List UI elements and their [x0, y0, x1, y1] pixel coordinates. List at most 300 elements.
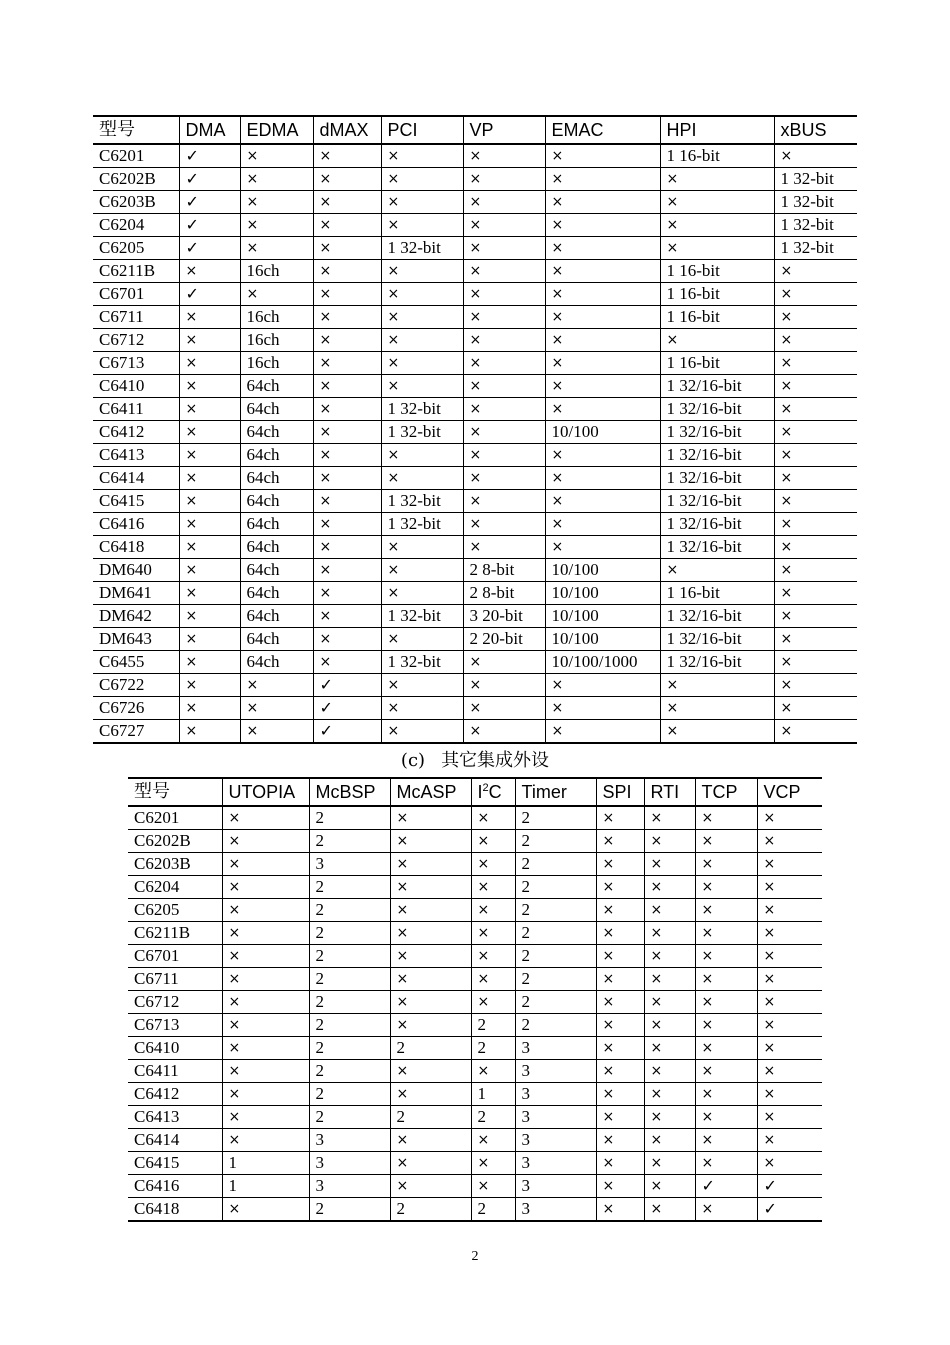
- table-cell: ×: [660, 191, 774, 214]
- table-row: [93, 375, 857, 398]
- table-cell: ✓: [757, 1198, 822, 1222]
- table-cell: ×: [596, 1106, 644, 1129]
- table-cell: ×: [545, 168, 660, 191]
- col-header-emac: EMAC: [545, 116, 660, 144]
- table-cell: ×: [774, 674, 857, 697]
- col-header-pci: PCI: [381, 116, 463, 144]
- table-cell: ×: [644, 968, 695, 991]
- table-row: [128, 853, 822, 876]
- table-row: [128, 1152, 822, 1175]
- table-cell: ×: [596, 1152, 644, 1175]
- table-cell: ×: [774, 536, 857, 559]
- table-cell: 2: [515, 968, 596, 991]
- model-cell: C6204: [93, 214, 179, 237]
- table-cell: ×: [222, 830, 309, 853]
- table-cell: 64ch: [240, 490, 313, 513]
- table-cell: ×: [596, 1037, 644, 1060]
- table-cell: 10/100: [545, 605, 660, 628]
- table-cell: ×: [774, 329, 857, 352]
- table-cell: ×: [222, 922, 309, 945]
- table-cell: ×: [644, 1175, 695, 1198]
- table-cell: 1 32/16-bit: [660, 467, 774, 490]
- table-cell: ×: [644, 1014, 695, 1037]
- table-cell: ×: [596, 922, 644, 945]
- model-cell: C6204: [128, 876, 222, 899]
- table-cell: ×: [381, 536, 463, 559]
- table-cell: ×: [545, 237, 660, 260]
- model-cell: C6418: [128, 1198, 222, 1222]
- table-cell: 1 16-bit: [660, 283, 774, 306]
- table-cell: 64ch: [240, 651, 313, 674]
- table-cell: 2: [309, 1106, 390, 1129]
- table-cell: ×: [240, 674, 313, 697]
- table-cell: ×: [471, 1129, 515, 1152]
- table-cell: ×: [774, 582, 857, 605]
- table-cell: ×: [596, 830, 644, 853]
- table-row: [93, 697, 857, 720]
- table-cell: 3: [309, 1129, 390, 1152]
- table-cell: ×: [222, 1060, 309, 1083]
- table-cell: ×: [695, 1083, 757, 1106]
- table-cell: ×: [313, 582, 381, 605]
- table-cell: 2: [309, 1198, 390, 1222]
- table-cell: ×: [644, 876, 695, 899]
- table-cell: ×: [222, 1129, 309, 1152]
- table-cell: ×: [222, 853, 309, 876]
- table-cell: ×: [774, 697, 857, 720]
- table-cell: ×: [695, 1014, 757, 1037]
- table-row: [128, 876, 822, 899]
- table-cell: ✓: [179, 283, 240, 306]
- table-cell: ✓: [179, 144, 240, 168]
- table-cell: ×: [313, 605, 381, 628]
- table-cell: ×: [644, 991, 695, 1014]
- table-cell: ×: [545, 283, 660, 306]
- table-cell: ×: [313, 467, 381, 490]
- table-row: [93, 214, 857, 237]
- table-row: [128, 1083, 822, 1106]
- table-cell: ×: [381, 283, 463, 306]
- table-cell: 64ch: [240, 421, 313, 444]
- model-cell: C6205: [128, 899, 222, 922]
- model-cell: DM643: [93, 628, 179, 651]
- caption-text: 其它集成外设: [441, 750, 550, 771]
- table-cell: ×: [644, 1060, 695, 1083]
- table-cell: ×: [390, 945, 471, 968]
- table-cell: ×: [695, 1037, 757, 1060]
- table-cell: ×: [644, 806, 695, 830]
- table-cell: ×: [695, 899, 757, 922]
- table-row: [93, 559, 857, 582]
- table-cell: ×: [644, 1083, 695, 1106]
- model-cell: C6455: [93, 651, 179, 674]
- table-cell: ×: [222, 968, 309, 991]
- table-cell: ×: [471, 1175, 515, 1198]
- table-row: [93, 421, 857, 444]
- col-header-hpi: HPI: [660, 116, 774, 144]
- table-cell: ×: [695, 876, 757, 899]
- table-cell: 2: [309, 945, 390, 968]
- col-header-utopia: UTOPIA: [222, 778, 309, 806]
- table-cell: ×: [313, 260, 381, 283]
- table-cell: ×: [179, 720, 240, 744]
- col-header-model: 型号: [128, 778, 222, 806]
- table-row: [93, 444, 857, 467]
- table-cell: 1 32/16-bit: [660, 421, 774, 444]
- table-cell: ×: [774, 444, 857, 467]
- col-header-dma: DMA: [179, 116, 240, 144]
- table-cell: ×: [757, 876, 822, 899]
- table-cell: ×: [179, 559, 240, 582]
- table-cell: ×: [390, 968, 471, 991]
- col-header-dmax: dMAX: [313, 116, 381, 144]
- table-cell: 3: [515, 1083, 596, 1106]
- table-cell: ×: [313, 144, 381, 168]
- table-cell: ×: [660, 329, 774, 352]
- table-cell: ×: [596, 1129, 644, 1152]
- table-cell: ×: [390, 806, 471, 830]
- table-row: [93, 283, 857, 306]
- table-row: [93, 674, 857, 697]
- table-cell: ×: [596, 991, 644, 1014]
- col-header-edma: EDMA: [240, 116, 313, 144]
- model-cell: C6203B: [128, 853, 222, 876]
- model-cell: C6727: [93, 720, 179, 744]
- table-cell: ×: [757, 830, 822, 853]
- table-cell: ×: [644, 853, 695, 876]
- table-cell: ×: [471, 945, 515, 968]
- table-cell: ×: [313, 214, 381, 237]
- model-cell: C6203B: [93, 191, 179, 214]
- table-cell: 1 16-bit: [660, 306, 774, 329]
- table-cell: ×: [471, 991, 515, 1014]
- table-cell: ×: [471, 899, 515, 922]
- table-row: [93, 490, 857, 513]
- table-cell: 10/100: [545, 582, 660, 605]
- model-cell: C6416: [128, 1175, 222, 1198]
- table-cell: ×: [463, 421, 545, 444]
- table-cell: ×: [545, 329, 660, 352]
- table-cell: 2: [515, 830, 596, 853]
- table-cell: ×: [463, 674, 545, 697]
- table-row: [128, 1037, 822, 1060]
- table-cell: 2: [515, 922, 596, 945]
- table-cell: 1 32-bit: [774, 168, 857, 191]
- table-cell: 2: [515, 1014, 596, 1037]
- table-cell: 2: [515, 806, 596, 830]
- table-cell: ×: [222, 945, 309, 968]
- table-row: [93, 168, 857, 191]
- table-cell: 2: [309, 991, 390, 1014]
- table-cell: 64ch: [240, 536, 313, 559]
- table-cell: ×: [774, 283, 857, 306]
- table-cell: 64ch: [240, 467, 313, 490]
- col-header-vcp: VCP: [757, 778, 822, 806]
- table2-header-row: [128, 778, 822, 806]
- table-cell: ×: [463, 283, 545, 306]
- col-header-spi: SPI: [596, 778, 644, 806]
- table-cell: 1 16-bit: [660, 582, 774, 605]
- table-row: [93, 536, 857, 559]
- table-cell: ×: [390, 1060, 471, 1083]
- table-cell: ×: [390, 991, 471, 1014]
- table-cell: ×: [596, 968, 644, 991]
- model-cell: C6712: [128, 991, 222, 1014]
- table-cell: ×: [757, 853, 822, 876]
- table-cell: ×: [596, 806, 644, 830]
- table-row: [93, 651, 857, 674]
- table-cell: ×: [644, 1152, 695, 1175]
- table-cell: ×: [695, 830, 757, 853]
- table-cell: ×: [381, 306, 463, 329]
- table-cell: ×: [545, 720, 660, 744]
- table-cell: ✓: [695, 1175, 757, 1198]
- model-cell: DM640: [93, 559, 179, 582]
- table-cell: ×: [644, 899, 695, 922]
- table-cell: ×: [644, 1037, 695, 1060]
- table-cell: ×: [757, 1083, 822, 1106]
- table-cell: ×: [313, 283, 381, 306]
- table-row: [93, 306, 857, 329]
- table-cell: ×: [381, 559, 463, 582]
- table-cell: 64ch: [240, 582, 313, 605]
- table-cell: 2: [471, 1198, 515, 1222]
- table-cell: ×: [179, 421, 240, 444]
- table-cell: ×: [179, 260, 240, 283]
- table-cell: 3: [309, 1152, 390, 1175]
- table-cell: ×: [644, 1198, 695, 1222]
- model-cell: C6701: [128, 945, 222, 968]
- table-cell: ×: [381, 191, 463, 214]
- table-cell: ×: [596, 1014, 644, 1037]
- table-row: [93, 467, 857, 490]
- table-cell: ×: [240, 144, 313, 168]
- table-cell: ×: [390, 853, 471, 876]
- table-cell: 64ch: [240, 513, 313, 536]
- table-cell: ×: [313, 559, 381, 582]
- model-cell: C6416: [93, 513, 179, 536]
- table-cell: ×: [381, 467, 463, 490]
- table-cell: 3: [515, 1060, 596, 1083]
- table-cell: 2: [515, 899, 596, 922]
- table-cell: ×: [179, 398, 240, 421]
- table-cell: ✓: [313, 697, 381, 720]
- table-cell: 16ch: [240, 260, 313, 283]
- table-cell: ×: [757, 922, 822, 945]
- table-cell: ×: [545, 444, 660, 467]
- table-cell: ×: [774, 559, 857, 582]
- col-header-i2c: $I^2C$: [471, 778, 515, 806]
- table-cell: 2: [515, 991, 596, 1014]
- table-cell: ×: [463, 329, 545, 352]
- table-cell: ×: [463, 651, 545, 674]
- table-cell: ×: [695, 1129, 757, 1152]
- table-cell: 3: [309, 1175, 390, 1198]
- table-row: [93, 398, 857, 421]
- table-cell: ×: [695, 1152, 757, 1175]
- table2-body: [128, 806, 822, 1221]
- model-cell: C6701: [93, 283, 179, 306]
- table-cell: 16ch: [240, 306, 313, 329]
- table-cell: ×: [179, 352, 240, 375]
- caption-label: (c): [400, 750, 426, 771]
- table-cell: 1 32-bit: [381, 490, 463, 513]
- table-cell: ×: [545, 697, 660, 720]
- table-cell: ×: [390, 1175, 471, 1198]
- table-cell: 2: [390, 1198, 471, 1222]
- table-cell: ×: [179, 444, 240, 467]
- model-cell: C6413: [93, 444, 179, 467]
- model-cell: DM641: [93, 582, 179, 605]
- table-cell: 1 32-bit: [774, 214, 857, 237]
- table-cell: ×: [390, 922, 471, 945]
- table-cell: ×: [471, 1152, 515, 1175]
- table-cell: 1 32/16-bit: [660, 444, 774, 467]
- table-cell: ✓: [179, 237, 240, 260]
- table-caption: [0, 746, 950, 772]
- table-cell: ×: [695, 806, 757, 830]
- table-cell: ×: [757, 806, 822, 830]
- table-cell: ×: [463, 168, 545, 191]
- table-cell: ×: [463, 536, 545, 559]
- table-cell: 1 32-bit: [381, 421, 463, 444]
- table-cell: ✓: [313, 720, 381, 744]
- model-cell: C6415: [93, 490, 179, 513]
- table-cell: 10/100/1000: [545, 651, 660, 674]
- table-cell: 2: [471, 1014, 515, 1037]
- table-row: [128, 991, 822, 1014]
- model-cell: C6713: [93, 352, 179, 375]
- table-cell: ×: [545, 674, 660, 697]
- table-cell: ×: [179, 651, 240, 674]
- table-cell: ×: [545, 536, 660, 559]
- model-cell: C6418: [93, 536, 179, 559]
- table-cell: ×: [644, 830, 695, 853]
- model-cell: C6414: [128, 1129, 222, 1152]
- table-cell: 2: [309, 1014, 390, 1037]
- table-cell: ×: [240, 191, 313, 214]
- table-cell: ×: [222, 991, 309, 1014]
- table-cell: 2: [309, 830, 390, 853]
- table-cell: ×: [774, 720, 857, 744]
- table-row: [128, 922, 822, 945]
- table-cell: 1: [471, 1083, 515, 1106]
- table-cell: ×: [222, 806, 309, 830]
- table-cell: 1 32-bit: [381, 651, 463, 674]
- table-cell: ×: [774, 605, 857, 628]
- table-cell: 64ch: [240, 605, 313, 628]
- table-cell: 1 32-bit: [381, 605, 463, 628]
- table-cell: 1 32/16-bit: [660, 651, 774, 674]
- table-cell: ×: [390, 1083, 471, 1106]
- table-cell: ×: [463, 513, 545, 536]
- table-cell: 3: [515, 1175, 596, 1198]
- table-cell: ×: [463, 306, 545, 329]
- table-cell: 1 32/16-bit: [660, 375, 774, 398]
- table-cell: ×: [660, 214, 774, 237]
- table-cell: ×: [596, 945, 644, 968]
- table-cell: ×: [222, 1083, 309, 1106]
- table-cell: ×: [695, 1198, 757, 1222]
- table-cell: ×: [390, 1129, 471, 1152]
- model-cell: C6711: [93, 306, 179, 329]
- table-cell: 2: [309, 968, 390, 991]
- table-cell: ×: [222, 1014, 309, 1037]
- table-cell: ×: [463, 191, 545, 214]
- table-row: [128, 945, 822, 968]
- table-cell: ×: [390, 1152, 471, 1175]
- table-cell: ×: [179, 329, 240, 352]
- table-row: [128, 830, 822, 853]
- table-cell: 2: [515, 853, 596, 876]
- model-cell: C6722: [93, 674, 179, 697]
- table-cell: 1 32-bit: [381, 398, 463, 421]
- table-cell: ×: [545, 144, 660, 168]
- table-cell: ×: [774, 467, 857, 490]
- table-cell: ×: [695, 991, 757, 1014]
- table-cell: ×: [381, 697, 463, 720]
- col-header-rti: RTI: [644, 778, 695, 806]
- table-cell: 64ch: [240, 375, 313, 398]
- table-cell: ×: [222, 899, 309, 922]
- table-cell: ×: [463, 697, 545, 720]
- table-cell: 2 20-bit: [463, 628, 545, 651]
- table-cell: ×: [313, 352, 381, 375]
- table-cell: 2: [309, 1083, 390, 1106]
- table-cell: ×: [545, 467, 660, 490]
- table-cell: ×: [313, 444, 381, 467]
- table-cell: 3: [515, 1129, 596, 1152]
- table-cell: 2: [390, 1106, 471, 1129]
- table-cell: ×: [757, 1060, 822, 1083]
- table-cell: ×: [313, 168, 381, 191]
- table-cell: ×: [313, 651, 381, 674]
- table-cell: ×: [695, 853, 757, 876]
- table-cell: ×: [644, 945, 695, 968]
- table-cell: ×: [381, 144, 463, 168]
- table-cell: ×: [644, 1129, 695, 1152]
- table-cell: 10/100: [545, 421, 660, 444]
- table-cell: ×: [545, 306, 660, 329]
- table-cell: ×: [695, 968, 757, 991]
- table-cell: ×: [695, 1106, 757, 1129]
- table-cell: ×: [757, 968, 822, 991]
- table-row: [93, 605, 857, 628]
- table-cell: ×: [545, 398, 660, 421]
- table-cell: ×: [471, 968, 515, 991]
- table-cell: ×: [463, 398, 545, 421]
- table-cell: ×: [240, 283, 313, 306]
- table-cell: ×: [179, 490, 240, 513]
- peripheral-table-1: [93, 115, 857, 744]
- table-cell: ×: [774, 260, 857, 283]
- table-cell: 1 32/16-bit: [660, 536, 774, 559]
- table-cell: ×: [596, 1083, 644, 1106]
- table-cell: ×: [545, 352, 660, 375]
- table-cell: ×: [774, 651, 857, 674]
- table-cell: ×: [313, 375, 381, 398]
- table-cell: ×: [545, 513, 660, 536]
- model-cell: C6411: [93, 398, 179, 421]
- table-row: [93, 191, 857, 214]
- table-cell: 2: [309, 806, 390, 830]
- table-cell: ×: [596, 1060, 644, 1083]
- table-cell: ×: [774, 490, 857, 513]
- table-cell: 1: [222, 1152, 309, 1175]
- table-cell: ×: [757, 1129, 822, 1152]
- table-cell: ×: [463, 214, 545, 237]
- table-cell: ×: [774, 352, 857, 375]
